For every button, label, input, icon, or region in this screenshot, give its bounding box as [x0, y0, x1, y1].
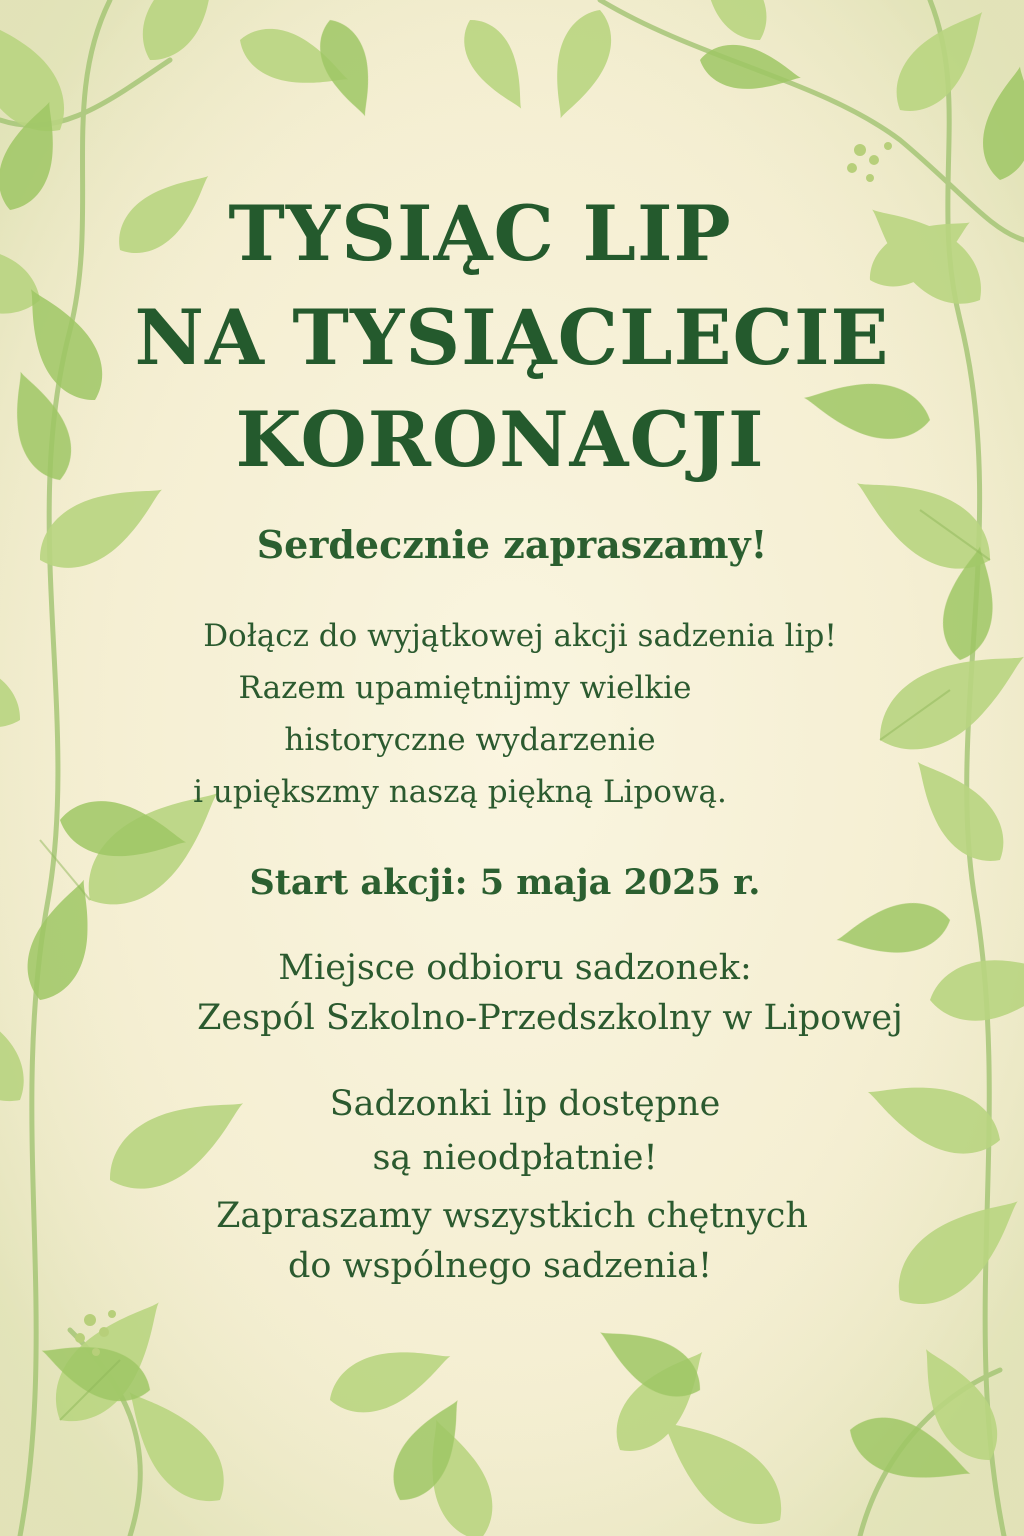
- intro-line-1: Dołącz do wyjątkowej akcji sadzenia lip!: [203, 618, 837, 654]
- intro-line-4: i upiększmy naszą piękną Lipową.: [193, 774, 727, 810]
- title-line-2: NA TYSIĄCLECIE: [134, 293, 890, 382]
- intro-line-2: Razem upamiętnijmy wielkie: [238, 670, 692, 706]
- intro-line-3: historyczne wydarzenie: [284, 722, 656, 758]
- invite-line-1: Zapraszamy wszystkich chętnych: [216, 1196, 808, 1236]
- title-line-1: TYSIĄC LIP: [228, 189, 732, 278]
- title-line-3: KORONACJI: [235, 395, 765, 484]
- start-date: Start akcji: 5 maja 2025 r.: [249, 862, 761, 903]
- free-line-1: Sadzonki lip dostępne: [329, 1084, 721, 1124]
- pickup-label: Miejsce odbioru sadzonek:: [278, 948, 752, 988]
- invite-line-2: do wspólnego sadzenia!: [287, 1246, 713, 1286]
- subtitle: Serdecznie zapraszamy!: [256, 522, 768, 567]
- pickup-place: Zespól Szkolno-Przedszkolny w Lipowej: [197, 998, 903, 1038]
- free-line-2: są nieodpłatnie!: [372, 1138, 658, 1178]
